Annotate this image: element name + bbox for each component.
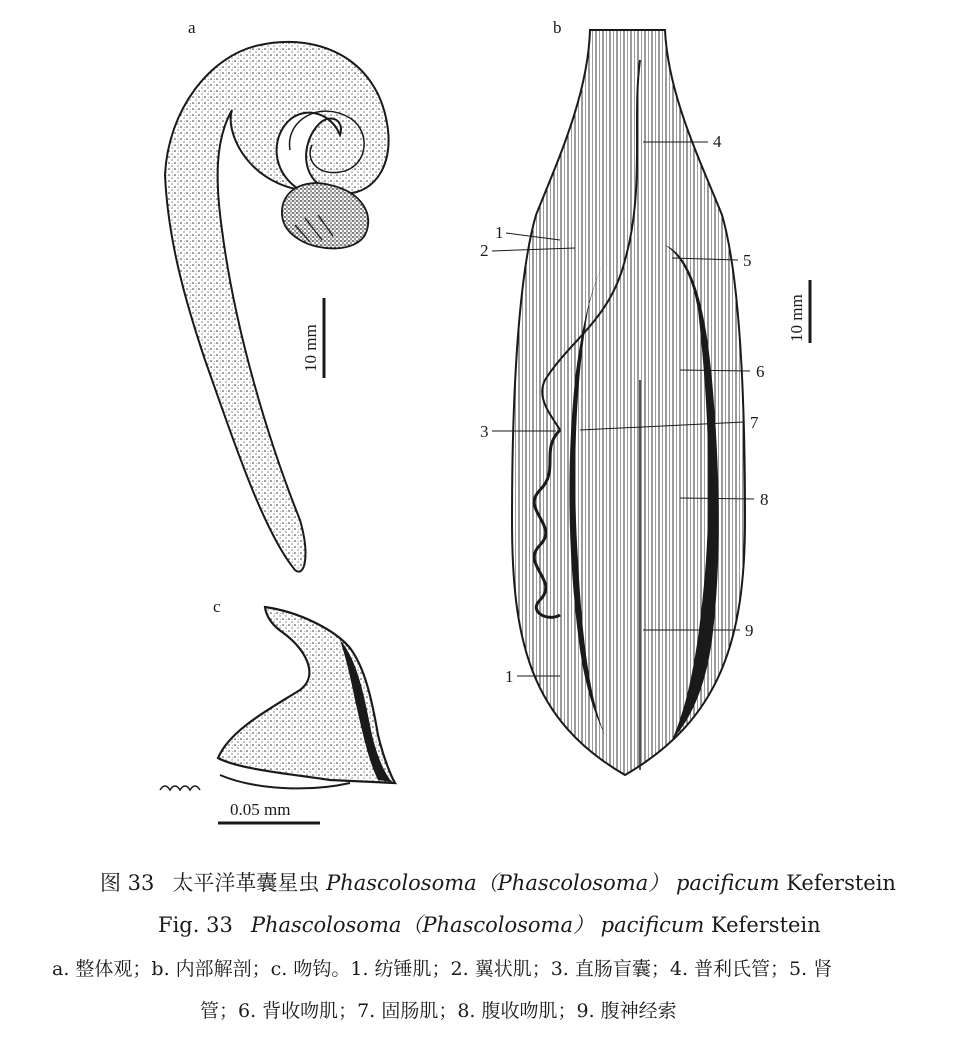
caption-chinese-title: 图 33 太平洋革囊星虫 Phascolosoma（Phascolosoma） pacificum Keferstein: [100, 871, 896, 895]
svg-text:3: 3: [480, 422, 489, 441]
svg-text:4: 4: [713, 132, 722, 151]
svg-text:1: 1: [505, 667, 514, 686]
scale-bar-c: [218, 800, 320, 823]
svg-text:0.05 mm: 0.05 mm: [230, 800, 291, 819]
scale-bar-a: [301, 298, 324, 378]
svg-text:5: 5: [743, 251, 752, 270]
svg-text:7: 7: [750, 413, 759, 432]
caption-legend-line-1: a. 整体观；b. 内部解剖；c. 吻钩。1. 纺锤肌；2. 翼状肌；3. 直肠盲囊；4. 普利氏管；5. 肾: [52, 958, 833, 980]
caption-legend-line-2: 管；6. 背收吻肌；7. 固肠肌；8. 腹收吻肌；9. 腹神经索: [200, 1000, 677, 1022]
panel-b-label: b: [553, 18, 562, 37]
svg-text:1: 1: [495, 223, 504, 242]
svg-text:10 mm: 10 mm: [301, 324, 320, 372]
panel-b-anatomy: [480, 18, 810, 775]
panel-a-label: a: [188, 18, 196, 37]
panel-a-whole-body: [165, 18, 389, 572]
svg-text:2: 2: [480, 241, 489, 260]
scale-bar-b: [787, 280, 810, 343]
hook-outline: [218, 607, 395, 783]
svg-text:10 mm: 10 mm: [787, 294, 806, 342]
panel-c-hook: [160, 597, 395, 823]
svg-text:8: 8: [760, 490, 769, 509]
caption-english-title: Fig. 33 Phascolosoma（Phascolosoma） pacificum Keferstein: [158, 913, 821, 937]
panel-c-label: c: [213, 597, 221, 616]
hook-spiral-tuft: [160, 786, 200, 790]
svg-text:9: 9: [745, 621, 754, 640]
svg-text:6: 6: [756, 362, 765, 381]
